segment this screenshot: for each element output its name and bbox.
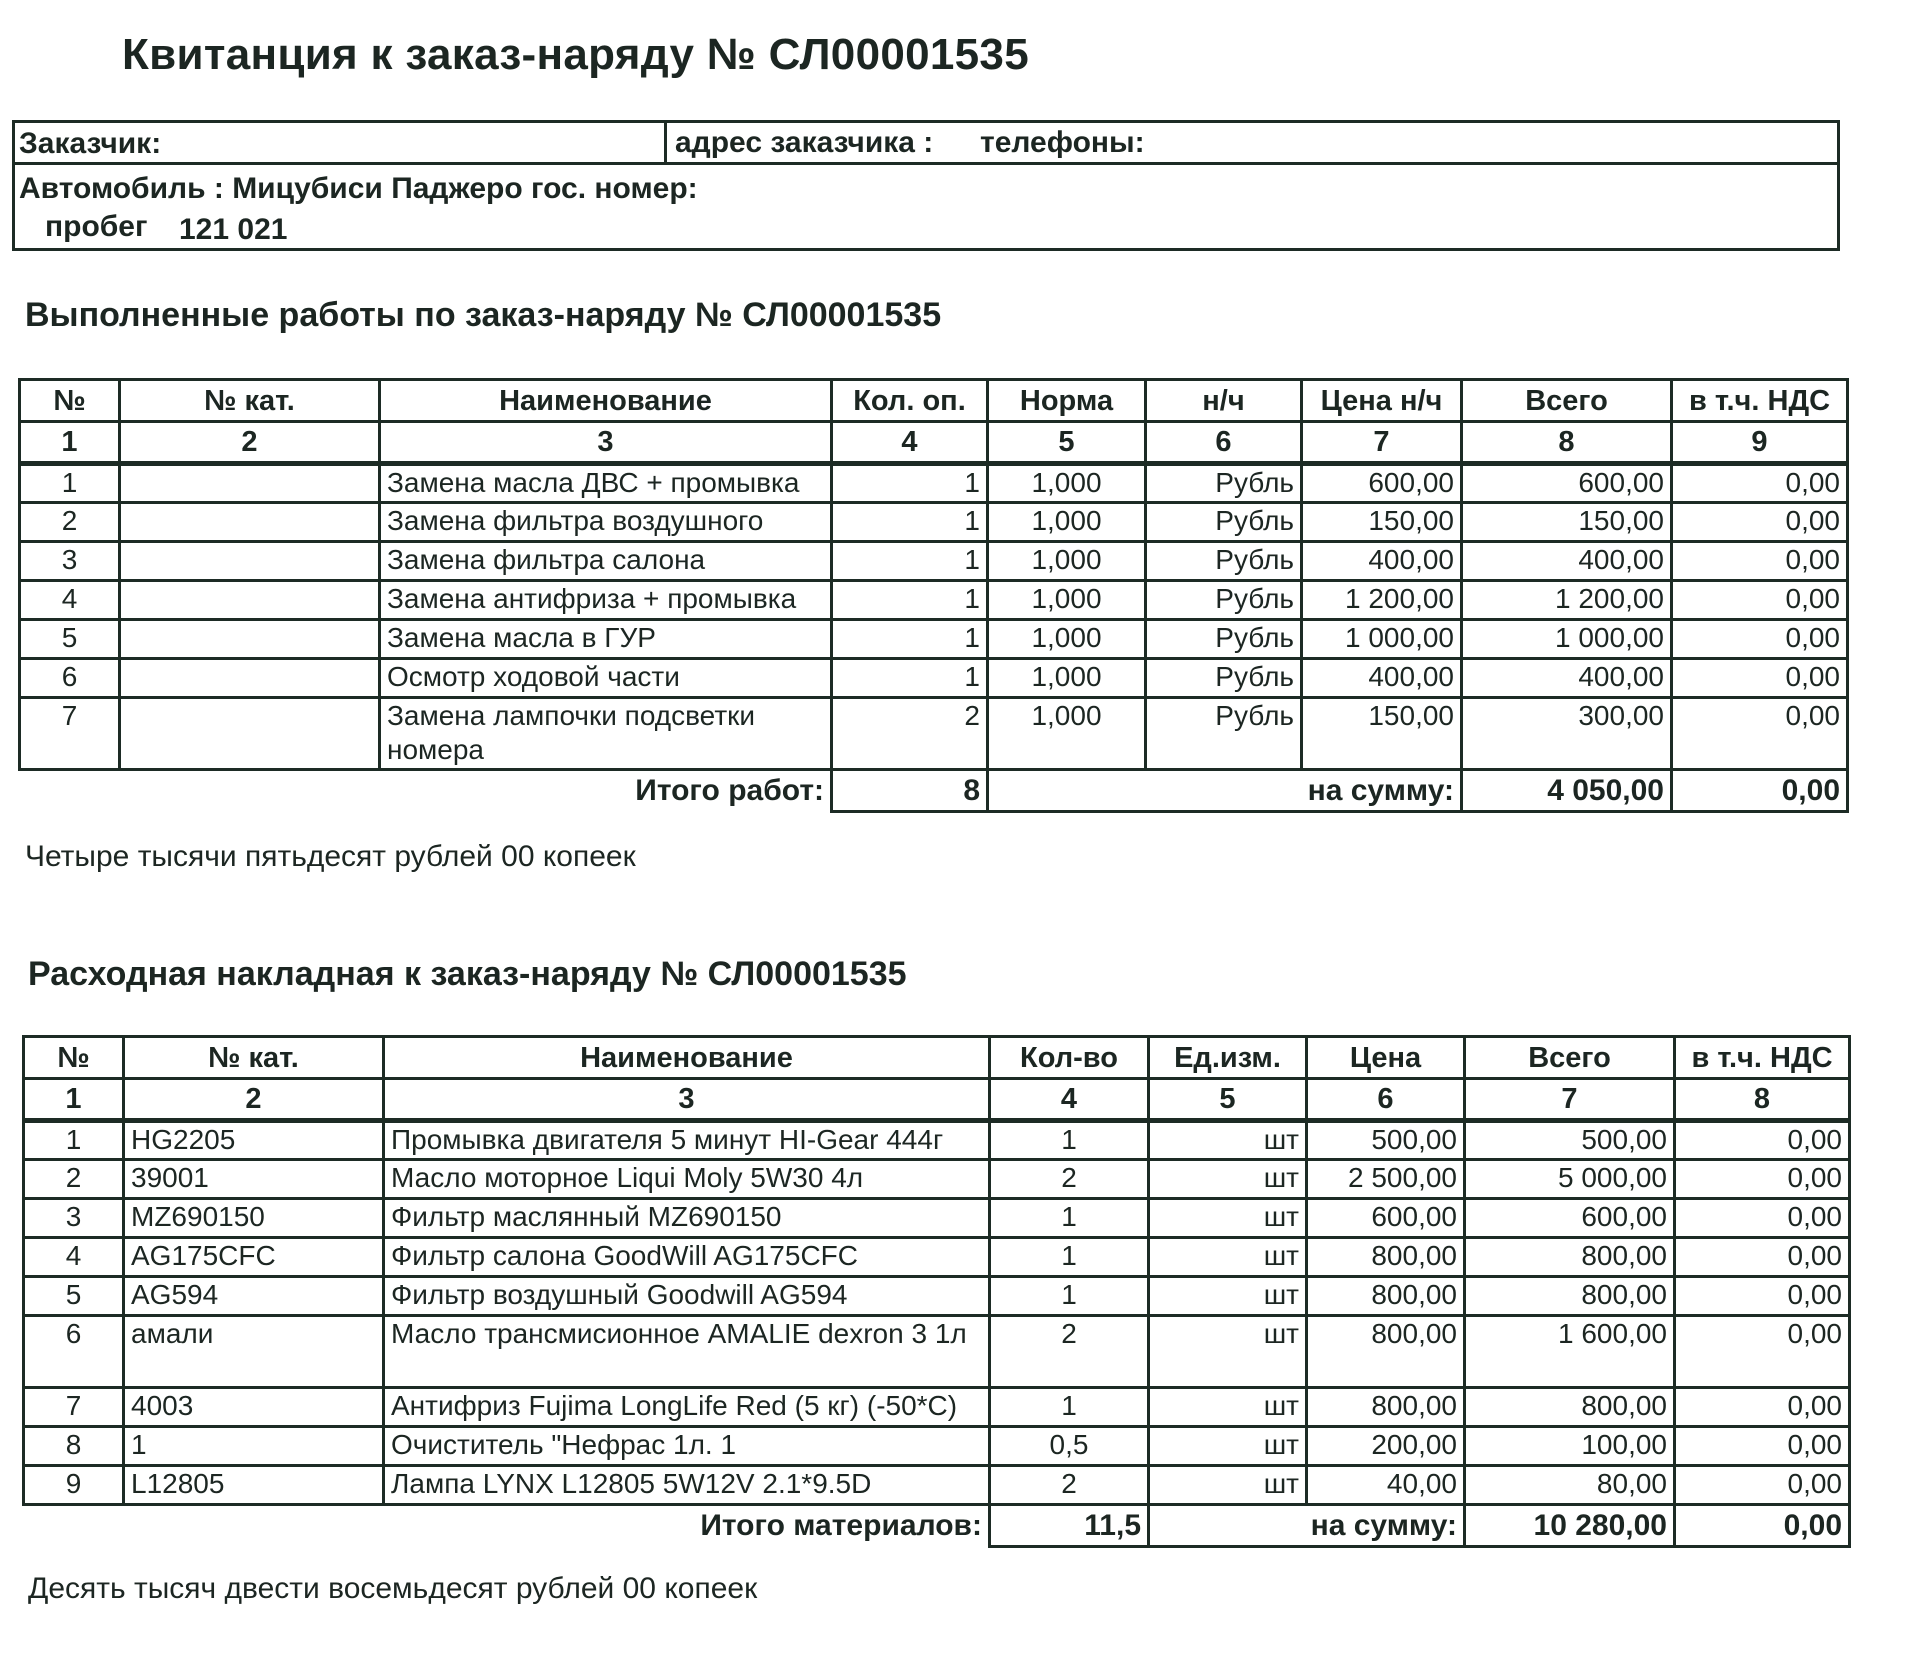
- col-header: Всего: [1462, 380, 1672, 422]
- materials-column-numbers-row: [24, 1079, 1850, 1121]
- catalog-number: [120, 659, 380, 698]
- price: 40,00: [1307, 1466, 1465, 1505]
- vat: 0,00: [1672, 581, 1848, 620]
- catalog-number: [120, 464, 380, 503]
- unit: шт: [1149, 1238, 1307, 1277]
- vat: 0,00: [1672, 620, 1848, 659]
- col-number: 1: [20, 422, 120, 464]
- table-row: [24, 1121, 1850, 1160]
- row-number: 8: [24, 1427, 124, 1466]
- material-name: Лампа LYNX L12805 5W12V 2.1*9.5D: [384, 1466, 990, 1505]
- table-row: [24, 1160, 1850, 1199]
- quantity: 2: [990, 1316, 1149, 1388]
- work-name: Замена масла ДВС + промывка: [380, 464, 832, 503]
- price: 600,00: [1302, 464, 1462, 503]
- unit: шт: [1149, 1466, 1307, 1505]
- total-materials-qty: 11,5: [990, 1505, 1149, 1547]
- row-number: 7: [20, 698, 120, 770]
- materials-amount-in-words: Десять тысяч двести восемьдесят рублей 00 копеек: [28, 1572, 758, 1605]
- vat: 0,00: [1675, 1277, 1850, 1316]
- customer-row: [15, 123, 1837, 165]
- row-number: 1: [24, 1121, 124, 1160]
- total: 800,00: [1465, 1238, 1675, 1277]
- unit: шт: [1149, 1427, 1307, 1466]
- material-name: Фильтр воздушный Goodwill AG594: [384, 1277, 990, 1316]
- operation-count: 1: [832, 503, 988, 542]
- table-row: [24, 1466, 1850, 1505]
- vat: 0,00: [1675, 1238, 1850, 1277]
- catalog-number: 4003: [124, 1388, 384, 1427]
- row-number: 1: [20, 464, 120, 503]
- col-header: Наименование: [380, 380, 832, 422]
- unit: Рубль: [1146, 659, 1302, 698]
- table-row: [24, 1388, 1850, 1427]
- unit: Рубль: [1146, 464, 1302, 503]
- row-number: 5: [20, 620, 120, 659]
- price: 400,00: [1302, 542, 1462, 581]
- col-header: №: [24, 1037, 124, 1079]
- customer-address-label: адрес заказчика :: [675, 126, 934, 159]
- row-number: 6: [24, 1316, 124, 1388]
- col-header: №: [20, 380, 120, 422]
- col-header: Ед.изм.: [1149, 1037, 1307, 1079]
- total-works-qty: 8: [832, 770, 988, 812]
- total-works-vat: 0,00: [1672, 770, 1848, 812]
- catalog-number: AG594: [124, 1277, 384, 1316]
- catalog-number: 39001: [124, 1160, 384, 1199]
- row-number: 5: [24, 1277, 124, 1316]
- catalog-number: [120, 698, 380, 770]
- total: 1 000,00: [1462, 620, 1672, 659]
- col-number: 4: [832, 422, 988, 464]
- price: 800,00: [1307, 1316, 1465, 1388]
- works-total-row: [20, 770, 1848, 812]
- norm: 1,000: [988, 659, 1146, 698]
- operation-count: 1: [832, 542, 988, 581]
- col-number: 3: [384, 1079, 990, 1121]
- total: 1 600,00: [1465, 1316, 1675, 1388]
- price: 2 500,00: [1307, 1160, 1465, 1199]
- unit: Рубль: [1146, 620, 1302, 659]
- material-name: Масло моторное Liqui Moly 5W30 4л: [384, 1160, 990, 1199]
- norm: 1,000: [988, 464, 1146, 503]
- unit: шт: [1149, 1199, 1307, 1238]
- catalog-number: [120, 503, 380, 542]
- total: 800,00: [1465, 1388, 1675, 1427]
- sum-label: на сумму:: [1149, 1505, 1465, 1547]
- row-number: 4: [24, 1238, 124, 1277]
- vat: 0,00: [1675, 1388, 1850, 1427]
- work-name: Замена лампочки подсветки номера: [380, 698, 832, 770]
- vat: 0,00: [1675, 1316, 1850, 1388]
- catalog-number: MZ690150: [124, 1199, 384, 1238]
- materials-table: [22, 1035, 1851, 1548]
- unit: Рубль: [1146, 503, 1302, 542]
- material-name: Фильтр маслянный MZ690150: [384, 1199, 990, 1238]
- operation-count: 1: [832, 581, 988, 620]
- total: 100,00: [1465, 1427, 1675, 1466]
- unit: шт: [1149, 1316, 1307, 1388]
- col-header: н/ч: [1146, 380, 1302, 422]
- price: 150,00: [1302, 503, 1462, 542]
- col-number: 7: [1465, 1079, 1675, 1121]
- catalog-number: 1: [124, 1427, 384, 1466]
- table-row: [24, 1199, 1850, 1238]
- price: 800,00: [1307, 1277, 1465, 1316]
- col-header: в т.ч. НДС: [1672, 380, 1848, 422]
- vat: 0,00: [1675, 1199, 1850, 1238]
- operation-count: 1: [832, 620, 988, 659]
- col-number: 5: [988, 422, 1146, 464]
- table-row: [20, 698, 1848, 770]
- unit: шт: [1149, 1388, 1307, 1427]
- material-name: Фильтр салона GoodWill AG175CFC: [384, 1238, 990, 1277]
- work-name: Замена антифриза + промывка: [380, 581, 832, 620]
- total-materials-vat: 0,00: [1675, 1505, 1850, 1547]
- norm: 1,000: [988, 620, 1146, 659]
- price: 150,00: [1302, 698, 1462, 770]
- total-works-label: Итого работ:: [635, 774, 824, 808]
- table-row: [24, 1277, 1850, 1316]
- total: 600,00: [1462, 464, 1672, 503]
- col-number: 3: [380, 422, 832, 464]
- mileage-value: 121 021: [179, 213, 288, 246]
- mileage-label: пробег: [45, 210, 148, 243]
- price: 800,00: [1307, 1388, 1465, 1427]
- total-materials-label: Итого материалов:: [700, 1509, 982, 1543]
- customer-info-box: [12, 120, 1840, 251]
- total: 80,00: [1465, 1466, 1675, 1505]
- col-header: Всего: [1465, 1037, 1675, 1079]
- table-row: [20, 581, 1848, 620]
- norm: 1,000: [988, 698, 1146, 770]
- norm: 1,000: [988, 581, 1146, 620]
- row-number: 3: [24, 1199, 124, 1238]
- materials-header-row: [24, 1037, 1850, 1079]
- work-name: Замена фильтра воздушного: [380, 503, 832, 542]
- catalog-number: L12805: [124, 1466, 384, 1505]
- total: 800,00: [1465, 1277, 1675, 1316]
- vat: 0,00: [1672, 542, 1848, 581]
- unit: Рубль: [1146, 581, 1302, 620]
- price: 600,00: [1307, 1199, 1465, 1238]
- col-header: Кол. оп.: [832, 380, 988, 422]
- row-number: 3: [20, 542, 120, 581]
- catalog-number: [120, 581, 380, 620]
- col-header: в т.ч. НДС: [1675, 1037, 1850, 1079]
- quantity: 1: [990, 1388, 1149, 1427]
- col-number: 4: [990, 1079, 1149, 1121]
- row-number: 2: [20, 503, 120, 542]
- norm: 1,000: [988, 503, 1146, 542]
- unit: шт: [1149, 1121, 1307, 1160]
- materials-total-row: [24, 1505, 1850, 1547]
- material-name: Промывка двигателя 5 минут HI-Gear 444г: [384, 1121, 990, 1160]
- quantity: 1: [990, 1277, 1149, 1316]
- work-name: Замена масла в ГУР: [380, 620, 832, 659]
- row-number: 2: [24, 1160, 124, 1199]
- operation-count: 2: [832, 698, 988, 770]
- price: 400,00: [1302, 659, 1462, 698]
- col-header: Кол-во: [990, 1037, 1149, 1079]
- unit: Рубль: [1146, 542, 1302, 581]
- col-header: Норма: [988, 380, 1146, 422]
- vat: 0,00: [1672, 503, 1848, 542]
- unit: шт: [1149, 1160, 1307, 1199]
- total: 150,00: [1462, 503, 1672, 542]
- col-number: 8: [1462, 422, 1672, 464]
- col-number: 1: [24, 1079, 124, 1121]
- col-number: 6: [1146, 422, 1302, 464]
- total: 400,00: [1462, 659, 1672, 698]
- materials-section-title: Расходная накладная к заказ-наряду № СЛ00001535: [28, 955, 907, 993]
- col-header: № кат.: [124, 1037, 384, 1079]
- col-number: 2: [124, 1079, 384, 1121]
- col-number: 8: [1675, 1079, 1850, 1121]
- material-name: Антифриз Fujima LongLife Red (5 кг) (-50*C): [384, 1388, 990, 1427]
- table-row: [20, 464, 1848, 503]
- total-works-sum: 4 050,00: [1462, 770, 1672, 812]
- works-section-title: Выполненные работы по заказ-наряду № СЛ00001535: [25, 296, 942, 334]
- document-title: Квитанция к заказ-наряду № СЛ00001535: [122, 30, 1029, 79]
- col-header: № кат.: [120, 380, 380, 422]
- table-row: [24, 1316, 1850, 1388]
- price: 1 200,00: [1302, 581, 1462, 620]
- total: 5 000,00: [1465, 1160, 1675, 1199]
- price: 800,00: [1307, 1238, 1465, 1277]
- table-row: [20, 659, 1848, 698]
- vat: 0,00: [1675, 1427, 1850, 1466]
- work-name: Осмотр ходовой части: [380, 659, 832, 698]
- col-number: 5: [1149, 1079, 1307, 1121]
- quantity: 0,5: [990, 1427, 1149, 1466]
- row-number: 7: [24, 1388, 124, 1427]
- customer-cell: [15, 123, 667, 162]
- total: 600,00: [1465, 1199, 1675, 1238]
- total-materials-sum: 10 280,00: [1465, 1505, 1675, 1547]
- table-row: [24, 1238, 1850, 1277]
- col-number: 9: [1672, 422, 1848, 464]
- price: 500,00: [1307, 1121, 1465, 1160]
- customer-label: Заказчик:: [19, 127, 162, 160]
- works-header-row: [20, 380, 1848, 422]
- total: 300,00: [1462, 698, 1672, 770]
- catalog-number: [120, 620, 380, 659]
- quantity: 1: [990, 1121, 1149, 1160]
- catalog-number: HG2205: [124, 1121, 384, 1160]
- catalog-number: [120, 542, 380, 581]
- work-name: Замена фильтра салона: [380, 542, 832, 581]
- material-name: Очиститель "Нефрас 1л. 1: [384, 1427, 990, 1466]
- quantity: 2: [990, 1160, 1149, 1199]
- price: 200,00: [1307, 1427, 1465, 1466]
- quantity: 2: [990, 1466, 1149, 1505]
- vat: 0,00: [1672, 659, 1848, 698]
- customer-phones-label: телефоны:: [980, 126, 1145, 159]
- row-number: 9: [24, 1466, 124, 1505]
- vat: 0,00: [1672, 464, 1848, 503]
- total: 400,00: [1462, 542, 1672, 581]
- quantity: 1: [990, 1238, 1149, 1277]
- price: 1 000,00: [1302, 620, 1462, 659]
- table-row: [24, 1427, 1850, 1466]
- table-row: [20, 620, 1848, 659]
- sum-label: на сумму:: [988, 770, 1462, 812]
- table-row: [20, 542, 1848, 581]
- col-number: 6: [1307, 1079, 1465, 1121]
- vat: 0,00: [1672, 698, 1848, 770]
- col-number: 2: [120, 422, 380, 464]
- works-amount-in-words: Четыре тысячи пятьдесят рублей 00 копеек: [25, 840, 636, 873]
- unit: Рубль: [1146, 698, 1302, 770]
- row-number: 6: [20, 659, 120, 698]
- catalog-number: AG175CFC: [124, 1238, 384, 1277]
- col-number: 7: [1302, 422, 1462, 464]
- vat: 0,00: [1675, 1121, 1850, 1160]
- row-number: 4: [20, 581, 120, 620]
- operation-count: 1: [832, 659, 988, 698]
- operation-count: 1: [832, 464, 988, 503]
- material-name: Масло трансмисионное AMALIE dexron 3 1л: [384, 1316, 990, 1388]
- norm: 1,000: [988, 542, 1146, 581]
- col-header: Наименование: [384, 1037, 990, 1079]
- works-column-numbers-row: [20, 422, 1848, 464]
- total: 1 200,00: [1462, 581, 1672, 620]
- vat: 0,00: [1675, 1466, 1850, 1505]
- works-table: [18, 378, 1849, 813]
- table-row: [20, 503, 1848, 542]
- car-line: Автомобиль : Мицубиси Паджеро гос. номер:: [19, 172, 698, 205]
- vat: 0,00: [1675, 1160, 1850, 1199]
- col-header: Цена: [1307, 1037, 1465, 1079]
- col-header: Цена н/ч: [1302, 380, 1462, 422]
- quantity: 1: [990, 1199, 1149, 1238]
- catalog-number: амали: [124, 1316, 384, 1388]
- total: 500,00: [1465, 1121, 1675, 1160]
- unit: шт: [1149, 1277, 1307, 1316]
